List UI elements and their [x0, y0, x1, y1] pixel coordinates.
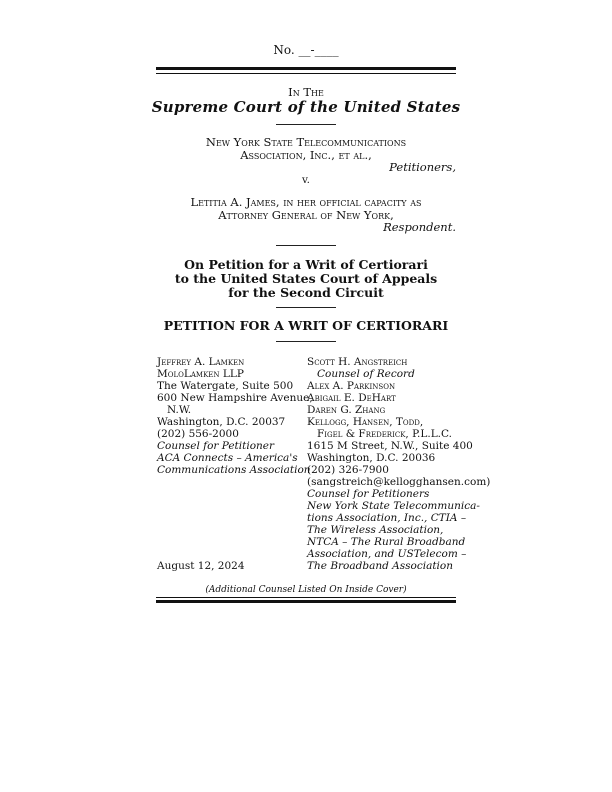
docket-number: No. __-____ — [273, 43, 339, 57]
counsel-line: Alex A. Parkinson — [307, 380, 396, 392]
top-rule-thin — [156, 73, 456, 74]
footer-note: (Additional Counsel Listed On Inside Cover) — [205, 585, 407, 595]
counsel-line: Daren G. Zhang — [307, 404, 386, 416]
respondent-line1: Letitia A. James, in her official capacity as — [190, 195, 422, 209]
left-counsel-block — [157, 356, 313, 476]
counsel-line: Counsel for Petitioners — [307, 488, 430, 500]
counsel-line: MoloLamken LLP — [157, 368, 244, 380]
petition-on-line: On Petition for a Writ of Certiorari — [184, 257, 428, 272]
respondent-role: Respondent. — [383, 220, 456, 234]
bottom-rule-thin — [156, 597, 456, 598]
divider — [276, 245, 336, 246]
document-title: PETITION FOR A WRIT OF CERTIORARI — [163, 318, 449, 333]
petitioners-line2: Association, Inc., et al., — [240, 148, 372, 162]
court-name: Supreme Court of the United States — [151, 98, 461, 116]
bottom-rule-thick — [156, 600, 456, 603]
petition-on — [0, 258, 612, 300]
counsel-line: Counsel for Petitioner — [157, 440, 275, 452]
counsel-line: The Watergate, Suite 500 — [157, 380, 294, 392]
divider — [276, 124, 336, 125]
top-rule-thick — [156, 67, 456, 70]
respondent-line2: Attorney General of New York, — [218, 208, 394, 222]
petitioners-line1: New York State Telecommunications — [205, 135, 407, 149]
counsel-line: Jeffrey A. Lamken — [157, 356, 245, 368]
counsel-line: N.W. — [167, 404, 192, 416]
counsel-line: Communications Association — [157, 464, 311, 476]
counsel-line: Counsel of Record — [317, 368, 415, 380]
counsel-line: (202) 556-2000 — [157, 428, 239, 440]
filing-date: August 12, 2024 — [157, 560, 245, 572]
counsel-line: (sangstreich@kellogghansen.com) — [307, 476, 491, 488]
counsel-line: tions Association, Inc., CTIA – — [307, 512, 467, 524]
counsel-line: Association, and USTelecom – — [307, 548, 467, 560]
divider — [276, 341, 336, 342]
petition-on-line: for the Second Circuit — [228, 285, 384, 300]
counsel-line: Scott H. Angstreich — [307, 356, 408, 368]
petition-on-line: to the United States Court of Appeals — [174, 271, 438, 286]
right-counsel-block — [307, 356, 490, 572]
counsel-line: (202) 326-7900 — [307, 464, 389, 476]
counsel-line: NTCA – The Rural Broadband — [307, 536, 466, 548]
counsel-line: Abigail E. DeHart — [307, 392, 396, 404]
counsel-line: Figel & Frederick, P.L.L.C. — [317, 428, 452, 440]
counsel-line: ACA Connects – America's — [157, 452, 298, 464]
counsel-line: The Broadband Association — [307, 560, 454, 572]
counsel-line: Washington, D.C. 20036 — [307, 452, 436, 464]
counsel-line: 1615 M Street, N.W., Suite 400 — [307, 440, 473, 452]
counsel-line: New York State Telecommunica- — [307, 500, 480, 512]
counsel-line: Kellogg, Hansen, Todd, — [307, 416, 424, 428]
petitioners-role: Petitioners, — [389, 160, 456, 174]
counsel-line: The Wireless Association, — [307, 524, 444, 536]
divider — [276, 307, 336, 308]
counsel-line: Washington, D.C. 20037 — [157, 416, 286, 428]
in-the: In The — [288, 85, 324, 99]
versus: v. — [301, 174, 311, 186]
counsel-line: 600 New Hampshire Avenue, — [157, 392, 313, 404]
